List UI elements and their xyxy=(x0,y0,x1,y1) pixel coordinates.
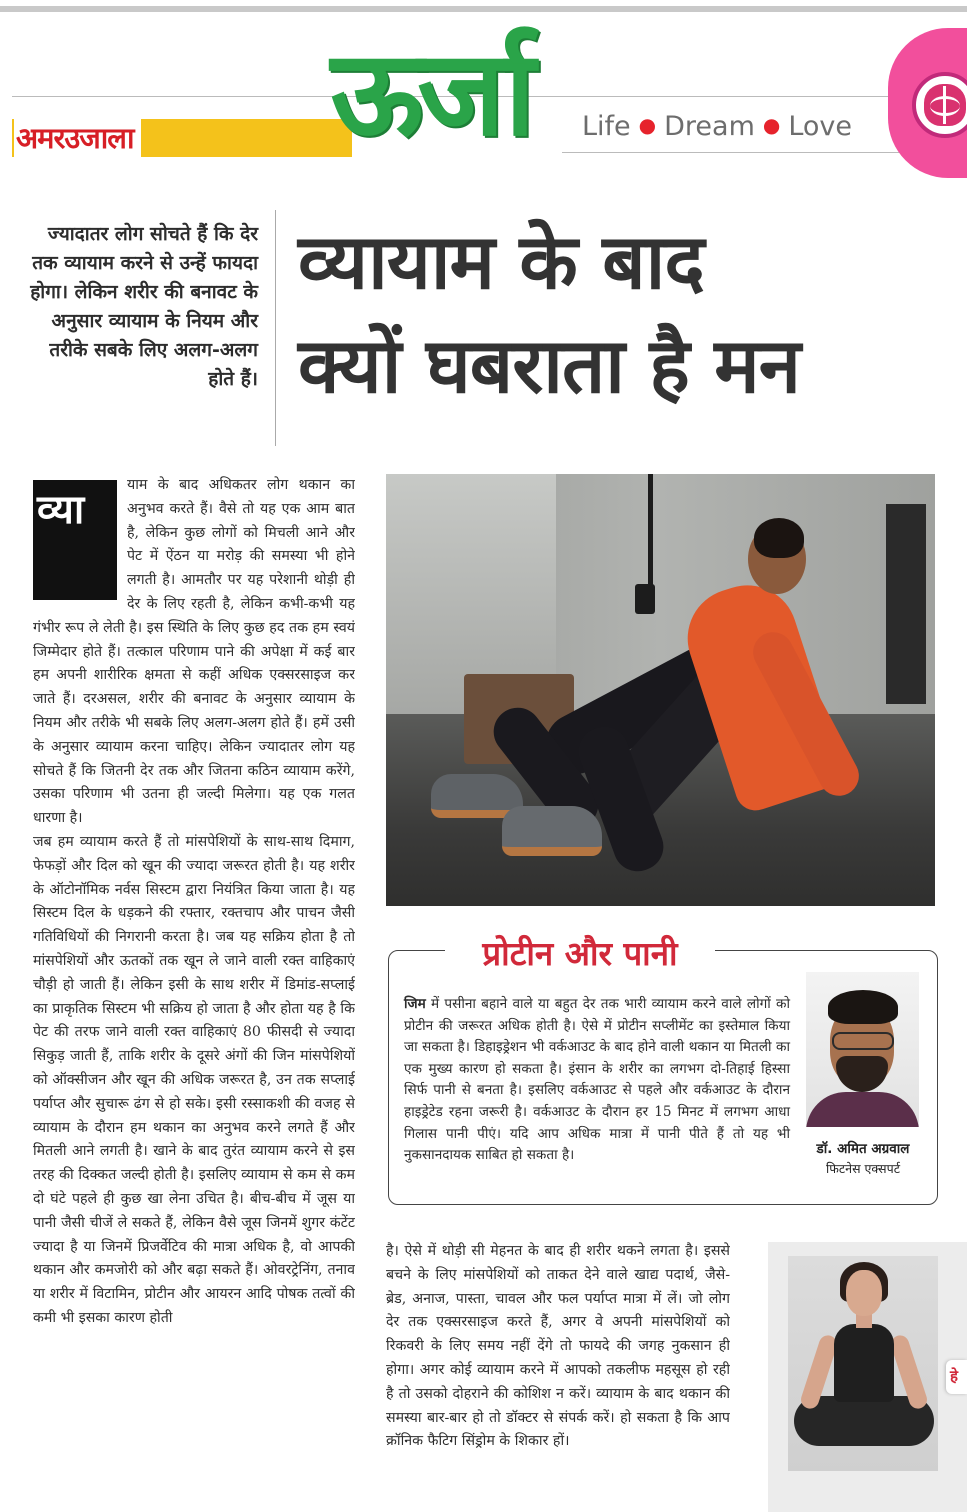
tagline-dream: Dream xyxy=(664,111,755,142)
headline-line-2: क्यों घबराता है मन xyxy=(298,321,800,410)
expert-beard xyxy=(836,1056,888,1092)
expert-glasses xyxy=(832,1032,894,1050)
expert-hair xyxy=(828,990,898,1024)
tagline xyxy=(578,106,852,148)
top-rule xyxy=(0,6,967,12)
drop-cap: व्या xyxy=(33,480,117,600)
yoga-face xyxy=(846,1270,882,1316)
main-photo-woman-resting xyxy=(386,474,935,906)
section-title: ऊर्जा xyxy=(330,23,530,162)
expert-photo xyxy=(806,972,919,1127)
tagline-dot: ● xyxy=(638,113,657,137)
brain-badge xyxy=(888,28,967,178)
intro-divider xyxy=(275,210,276,446)
tagline-rule xyxy=(562,152,952,153)
edge-tab-text: हे xyxy=(950,1367,958,1385)
yoga-photo xyxy=(788,1256,938,1471)
expert-role: फिटनेस एक्सपर्ट xyxy=(825,1161,901,1176)
article-column-left xyxy=(33,474,355,1504)
tagline-love: Love xyxy=(788,111,853,142)
tagline-dot: ● xyxy=(762,113,781,137)
sidebar-lead-word: जिम xyxy=(404,996,426,1012)
sidebar-title: प्रोटीन और पानी xyxy=(445,926,715,982)
article-continuation: है। ऐसे में थोड़ी सी मेहनत के बाद ही शरीर थकने लगता है। इससे बचने के लिए मांसपेशियों को ताकत देने वाले खाद्य पदार्थ, जैसे- ब्रेड, अनाज, पास्ता, चावल और फल पर्याप्त मात्रा में लें। जो लोग देर तक एक्सरसाइज करते हैं, अगर वे अपनी मांसपेशियों को रिकवरी के लिए समय नहीं देंगे तो फायदे की जगह नुकसान ही होगा। अगर कोई व्यायाम करने में आपको तकलीफ महसूस हो रही है तो उसको दोहराने की कोशिश न करें। व्यायाम के बाद थकान की समस्या बार-बार हो तो डॉक्टर से संपर्क करें। हो सकता है कि आप क्रॉनिक फैटिग सिंड्रोम के शिकार हों। xyxy=(386,1243,730,1450)
yoga-top xyxy=(834,1324,894,1402)
photo-strap-handle xyxy=(635,584,655,614)
sidebar-body: में पसीना बहाने वाले या बहुत देर तक भारी व्यायाम करने वाले लोगों को प्रोटीन की जरूरत अधिक होती है। ऐसे में प्रोटीन सप्लीमेंट का इस्तेमाल किया जा सकता है। डिहाइड्रेशन भी वर्कआउट के बाद होने वाली थकान या मितली का एक मुख्य कारण हो सकता है। इंसान के शरीर का लगभग दो-तिहाई हिस्सा सिर्फ पानी से बनता है। इसलिए वर्कआउट से पहले और वर्कआउट के दौरान हाइड्रेटेड रहना जरूरी है। वर्कआउट के दौरान हर 15 मिनट में लगभग आधा गिलास पानी पीएं। यदि आप अधिक मात्रा में पानी पीते हैं तो यह भी नुकसानदायक साबित हो सकता है। xyxy=(404,996,790,1164)
photo-rack xyxy=(886,504,926,704)
headline xyxy=(298,210,938,418)
tagline-life: Life xyxy=(582,111,631,142)
photo-shoe xyxy=(502,806,602,856)
expert-shirt xyxy=(806,1092,919,1127)
edge-tab xyxy=(946,1360,967,1394)
brain-icon xyxy=(924,84,966,126)
intro-blurb: ज्यादातर लोग सोचते हैं कि देर तक व्यायाम करने से उन्हें फायदा होगा। लेकिन शरीर की बनावट के अनुसार व्यायाम के नियम और तरीके सबके लिए अलग-अलग होते हैं। xyxy=(30,223,258,390)
article-column-right xyxy=(386,1240,730,1505)
article-paragraph-2: जब हम व्यायाम करते हैं तो मांसपेशियों के साथ-साथ दिमाग, फेफड़ों और दिल को खून की ज्यादा जरूरत होती है। यह शरीर के ऑटोनॉमिक नर्वस सिस्टम द्वारा नियंत्रित किया जाता है। यह सिस्टम दिल के धड़कने की रफ्तार, रक्तचाप और पाचन जैसी गतिविधियों की निगरानी करता है। जब यह सक्रिय होता है तो मांसपेशियों और ऊतकों तक खून ले जाने वाली रक्त वाहिकाएं चौड़ी हो जाती हैं। लेकिन इसी के साथ शरीर में डिमांड-सप्लाई का प्राकृतिक सिस्टम भी सक्रिय हो जाता है और होता यह है कि पेट की तरफ जाने वाली रक्त वाहिकाएं 80 फीसदी से ज्यादा सिकुड़ जाती हैं, ताकि शरीर के दूसरे अंगों की जिन मांसपेशियों को ऑक्सीजन और खून की अधिक जरूरत है, उन तक सप्लाई पर्याप्त और सुचारू ढंग से हो सके। इसी रस्साकशी की वजह से व्यायाम के दौरान हम थकान का अनुभव करने लगते हैं और मितली आने लगती है। खाने के बाद तुरंत व्यायाम करने से इस तरह की दिक्कत जल्दी होती है। इसलिए व्यायाम से कम से कम दो घंटे पहले ही कुछ खा लेना उचित है। बीच-बीच में जूस या पानी जैसी चीजें ले सकते हैं, लेकिन वैसे जूस जिनमें शुगर कंटेंट ज्यादा है या जिनमें प्रिजर्वेटिव की मात्रा अधिक है, वो आपकी थकान और कमजोरी को और बढ़ा सकते हैं। ओवरट्रेनिंग, तनाव या शरीर में विटामिन, प्रोटीन और आयरन आदि पोषक तत्वों की कमी भी इसका कारण होती xyxy=(33,833,355,1326)
expert-name: डॉ. अमित अग्रवाल xyxy=(816,1141,910,1157)
article-paragraph-1: याम के बाद अधिकतर लोग थकान का अनुभव करते हैं। वैसे तो यह एक आम बात है, लेकिन कुछ लोगों को मिचली आने और पेट में ऐंठन या मरोड़ की समस्या भी होने लगती है। आमतौर पर यह परेशानी थोड़ी ही देर के लिए रहती है, लेकिन कभी-कभी यह गंभीर रूप ले लेती है। इस स्थिति के लिए कुछ हद तक हम स्वयं जिम्मेदार होते हैं। तत्काल परिणाम पाने की अपेक्षा में कई बार हम अपनी शारीरिक क्षमता से कहीं अधिक एक्सरसाइज कर जाते हैं। दरअसल, शरीर की बनावट के अनुसार व्यायाम के नियम और तरीके भी सबके लिए अलग-अलग होते हैं। हमें उसी के अनुसार व्यायाम करना चाहिए। लेकिन ज्यादातर लोग यह सोचते हैं कि जितनी देर तक और जितना कठिन व्यायाम करेंगे, उसका परिणाम भी उतना ही जल्दी मिलेगा। यह एक गलत धारणा है। xyxy=(33,477,355,827)
photo-strap xyxy=(648,474,653,594)
newspaper-logo: अमरउजाला xyxy=(14,119,141,157)
headline-line-1: व्यायाम के बाद xyxy=(298,217,704,306)
photo-hair xyxy=(754,518,804,558)
sidebar-text xyxy=(404,994,790,1167)
